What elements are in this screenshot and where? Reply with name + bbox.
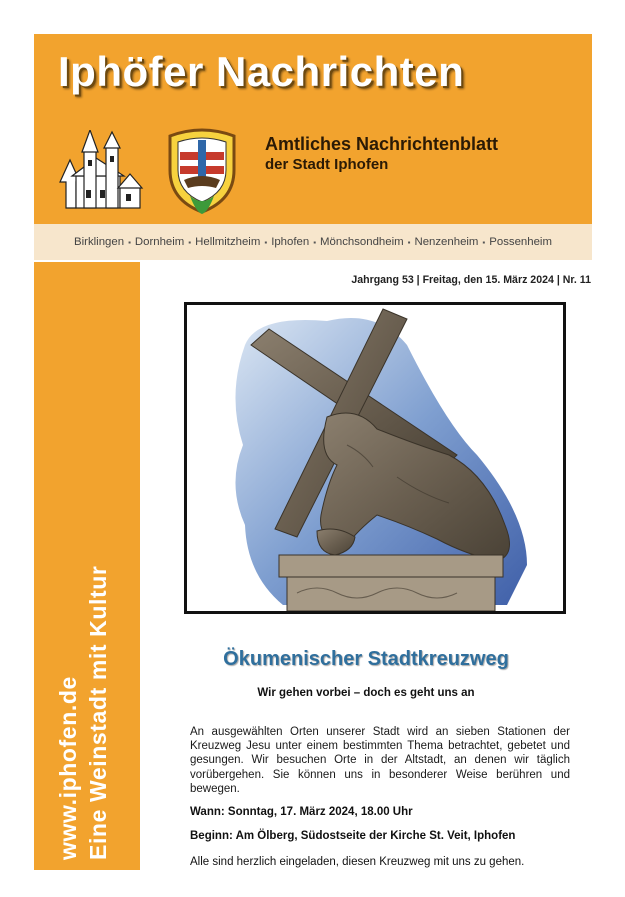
- cover-photo: [184, 302, 566, 614]
- masthead-title: Iphöfer Nachrichten: [58, 48, 465, 95]
- village-item: [184, 236, 260, 248]
- village-name: Birklingen: [74, 236, 125, 248]
- village-name: Mönchsondheim: [320, 236, 404, 248]
- sidebar-text: [53, 520, 113, 860]
- village-item: [404, 236, 479, 248]
- village-name: Possenheim: [489, 236, 552, 248]
- separator-icon: ▪: [128, 237, 131, 247]
- event-invitation: Alle sind herzlich eingeladen, diesen Kreuzweg mit uns zu gehen.: [190, 856, 525, 868]
- issue-info: Jahrgang 53 | Freitag, den 15. März 2024 | Nr. 11: [351, 274, 591, 286]
- village-name: Dornheim: [134, 236, 185, 248]
- separator-icon: ▪: [188, 237, 192, 247]
- separator-icon: ▪: [482, 237, 486, 247]
- village-item: [309, 236, 403, 248]
- event-location: Beginn: Am Ölberg, Südostseite der Kirche St. Veit, Iphofen: [190, 830, 516, 842]
- village-name: Hellmitzheim: [195, 236, 261, 248]
- village-item: [74, 236, 124, 248]
- masthead: [34, 34, 592, 224]
- separator-icon: ▪: [313, 237, 317, 247]
- article-body: An ausgewählten Orten unserer Stadt wird an sieben Stationen der Kreuzweg Jesu unter einem bestimmten Thema betrachtet, gebetet und gesungen. Wir besuchen Orte in der Altstadt, an denen wir täglich vorübergehen. Sie können uns in besonderer Weise berühren und bewegen.: [190, 726, 570, 795]
- slogan: Eine Weinstadt mit Kultur: [85, 565, 111, 860]
- church-silhouette-icon: [56, 130, 144, 210]
- masthead-subtitle-official: Amtliches Nachrichtenblatt: [265, 134, 499, 154]
- event-date: Wann: Sonntag, 17. März 2024, 18.00 Uhr: [190, 806, 413, 818]
- village-name: Iphofen: [271, 236, 310, 248]
- masthead-subtitle-town: der Stadt Iphofen: [265, 156, 389, 173]
- cross-statue-image: [187, 305, 563, 611]
- village-item: [478, 236, 552, 248]
- article-headline: Ökumenischer Stadtkreuzweg: [223, 648, 509, 670]
- website-link[interactable]: www.iphofen.de: [55, 676, 81, 860]
- villages-list: [74, 236, 552, 248]
- coat-of-arms-icon: [162, 126, 242, 214]
- article-tagline: Wir gehen vorbei – doch es geht uns an: [257, 687, 475, 699]
- villages-bar: [34, 224, 592, 260]
- village-name: Nenzenheim: [414, 236, 479, 248]
- separator-icon: ▪: [407, 237, 411, 247]
- village-item: [260, 236, 309, 248]
- village-item: [124, 236, 184, 248]
- separator-icon: ▪: [264, 237, 268, 247]
